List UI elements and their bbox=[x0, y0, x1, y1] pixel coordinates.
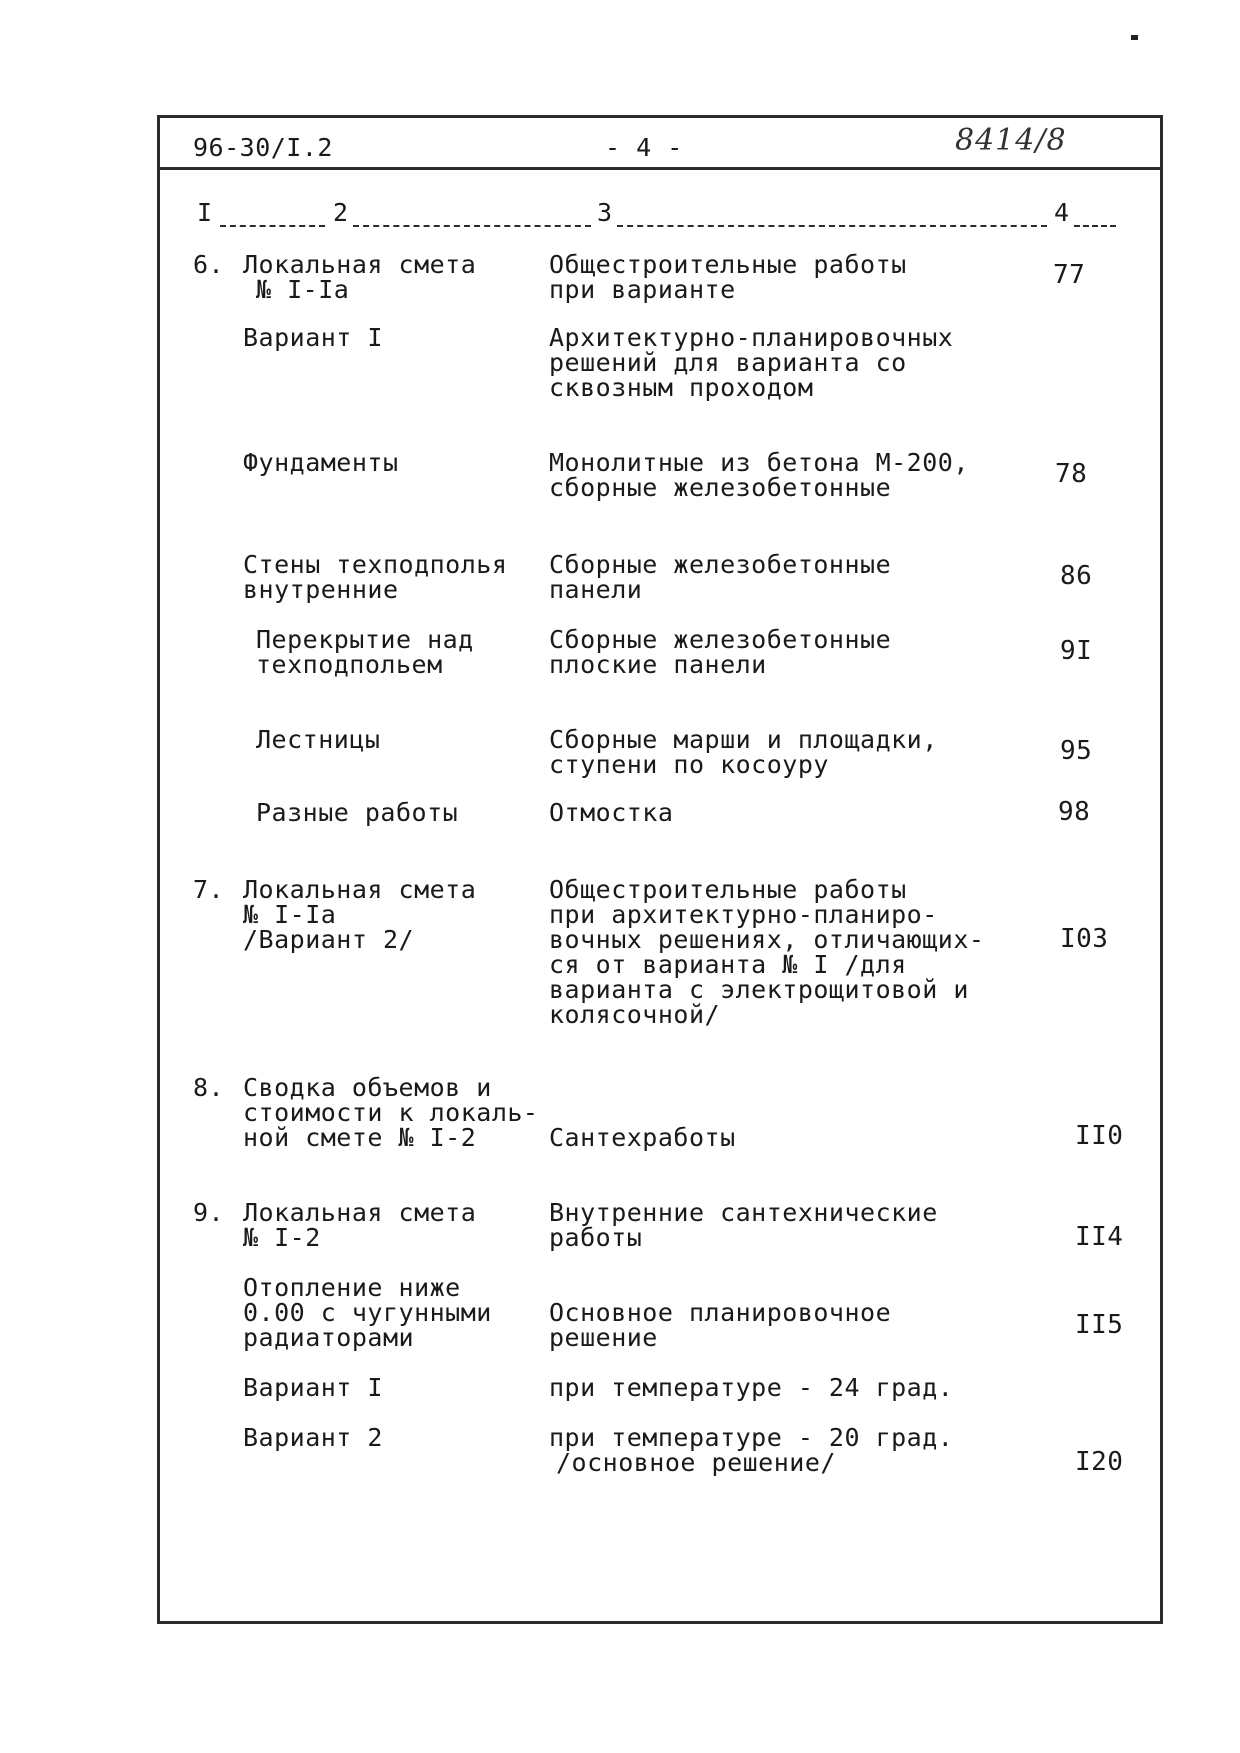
item-description: вочных решениях, отличающих- bbox=[549, 925, 985, 954]
item-description: при температуре - 24 град. bbox=[549, 1373, 954, 1402]
item-title: стоимости к локаль- bbox=[243, 1098, 539, 1127]
item-page: II4 bbox=[1075, 1222, 1124, 1252]
item-description: Сборные марши и площадки, bbox=[549, 725, 938, 754]
col-num-4: 4 bbox=[1054, 198, 1070, 227]
item-description: решений для варианта со bbox=[549, 348, 907, 377]
item-title: 0.00 с чугунными bbox=[243, 1298, 492, 1327]
item-title: Перекрытие над bbox=[256, 625, 474, 654]
item-page: I20 bbox=[1075, 1447, 1124, 1477]
item-page: 77 bbox=[1053, 260, 1086, 290]
item-description: работы bbox=[549, 1223, 643, 1252]
item-description: варианта с электрощитовой и bbox=[549, 975, 969, 1004]
item-page: II5 bbox=[1075, 1310, 1124, 1340]
item-description: при варианте bbox=[549, 275, 736, 304]
item-description: Монолитные из бетона М-200, bbox=[549, 448, 969, 477]
item-description: при температуре - 20 град. bbox=[549, 1423, 954, 1452]
item-description: панели bbox=[549, 575, 643, 604]
dash-divider bbox=[1074, 225, 1116, 227]
item-title: техподпольем bbox=[256, 650, 443, 679]
item-title: Локальная смета bbox=[243, 1198, 477, 1227]
scan-speck bbox=[1131, 35, 1138, 40]
item-page: 86 bbox=[1060, 561, 1093, 591]
item-title: Разные работы bbox=[256, 798, 459, 827]
col-num-2: 2 bbox=[333, 198, 349, 227]
item-number: 6. bbox=[193, 250, 225, 279]
dash-divider bbox=[617, 225, 1047, 227]
item-number: 8. bbox=[193, 1073, 225, 1102]
item-description: Отмостка bbox=[549, 798, 674, 827]
item-title: Вариант I bbox=[243, 323, 383, 352]
item-title: № I-Iа bbox=[256, 275, 350, 304]
item-description: ся от варианта № I /для bbox=[549, 950, 907, 979]
dash-divider bbox=[220, 225, 325, 227]
item-title: Локальная смета bbox=[243, 250, 477, 279]
dash-divider bbox=[353, 225, 591, 227]
item-title: Фундаменты bbox=[243, 448, 399, 477]
col-num-3: 3 bbox=[597, 198, 613, 227]
item-title: Лестницы bbox=[256, 725, 381, 754]
item-number: 9. bbox=[193, 1198, 225, 1227]
item-description: сквозным проходом bbox=[549, 373, 814, 402]
handwritten-number: 8414/8 bbox=[955, 123, 1067, 158]
item-title: радиаторами bbox=[243, 1323, 415, 1352]
item-title: Вариант 2 bbox=[243, 1423, 383, 1452]
item-description: сборные железобетонные bbox=[549, 473, 892, 502]
item-title: № I-2 bbox=[243, 1223, 321, 1252]
item-description: Сборные железобетонные bbox=[549, 625, 892, 654]
item-description: Основное планировочное bbox=[549, 1298, 892, 1327]
item-description: Сантехработы bbox=[549, 1123, 736, 1152]
item-page: 9I bbox=[1060, 636, 1093, 666]
item-description: колясочной/ bbox=[549, 1000, 721, 1029]
doc-code: 96-30/I.2 bbox=[193, 133, 333, 162]
item-title: Локальная смета bbox=[243, 875, 477, 904]
item-number: 7. bbox=[193, 875, 225, 904]
item-page: II0 bbox=[1075, 1121, 1124, 1151]
item-page: 78 bbox=[1055, 459, 1088, 489]
item-description: Сборные железобетонные bbox=[549, 550, 892, 579]
page-number: - 4 - bbox=[605, 133, 683, 162]
item-description: Общестроительные работы bbox=[549, 250, 907, 279]
item-page: 95 bbox=[1060, 736, 1093, 766]
item-description: решение bbox=[549, 1323, 658, 1352]
item-description: плоские панели bbox=[549, 650, 767, 679]
item-description: Архитектурно-планировочных bbox=[549, 323, 954, 352]
item-title: внутренние bbox=[243, 575, 399, 604]
item-title: ной смете № I-2 bbox=[243, 1123, 477, 1152]
item-description: Общестроительные работы bbox=[549, 875, 907, 904]
item-page: I03 bbox=[1060, 924, 1109, 954]
header-rule bbox=[157, 167, 1163, 170]
item-title: Отопление ниже bbox=[243, 1273, 461, 1302]
item-title: Сводка объемов и bbox=[243, 1073, 492, 1102]
item-title: /Вариант 2/ bbox=[243, 925, 415, 954]
col-num-1: I bbox=[197, 198, 213, 227]
item-description: Внутренние сантехнические bbox=[549, 1198, 938, 1227]
item-description: /основное решение/ bbox=[556, 1448, 836, 1477]
item-description: ступени по косоуру bbox=[549, 750, 829, 779]
item-description: при архитектурно-планиро- bbox=[549, 900, 938, 929]
item-page: 98 bbox=[1058, 797, 1091, 827]
item-title: Стены техподполья bbox=[243, 550, 508, 579]
item-title: № I-Iа bbox=[243, 900, 337, 929]
item-title: Вариант I bbox=[243, 1373, 383, 1402]
